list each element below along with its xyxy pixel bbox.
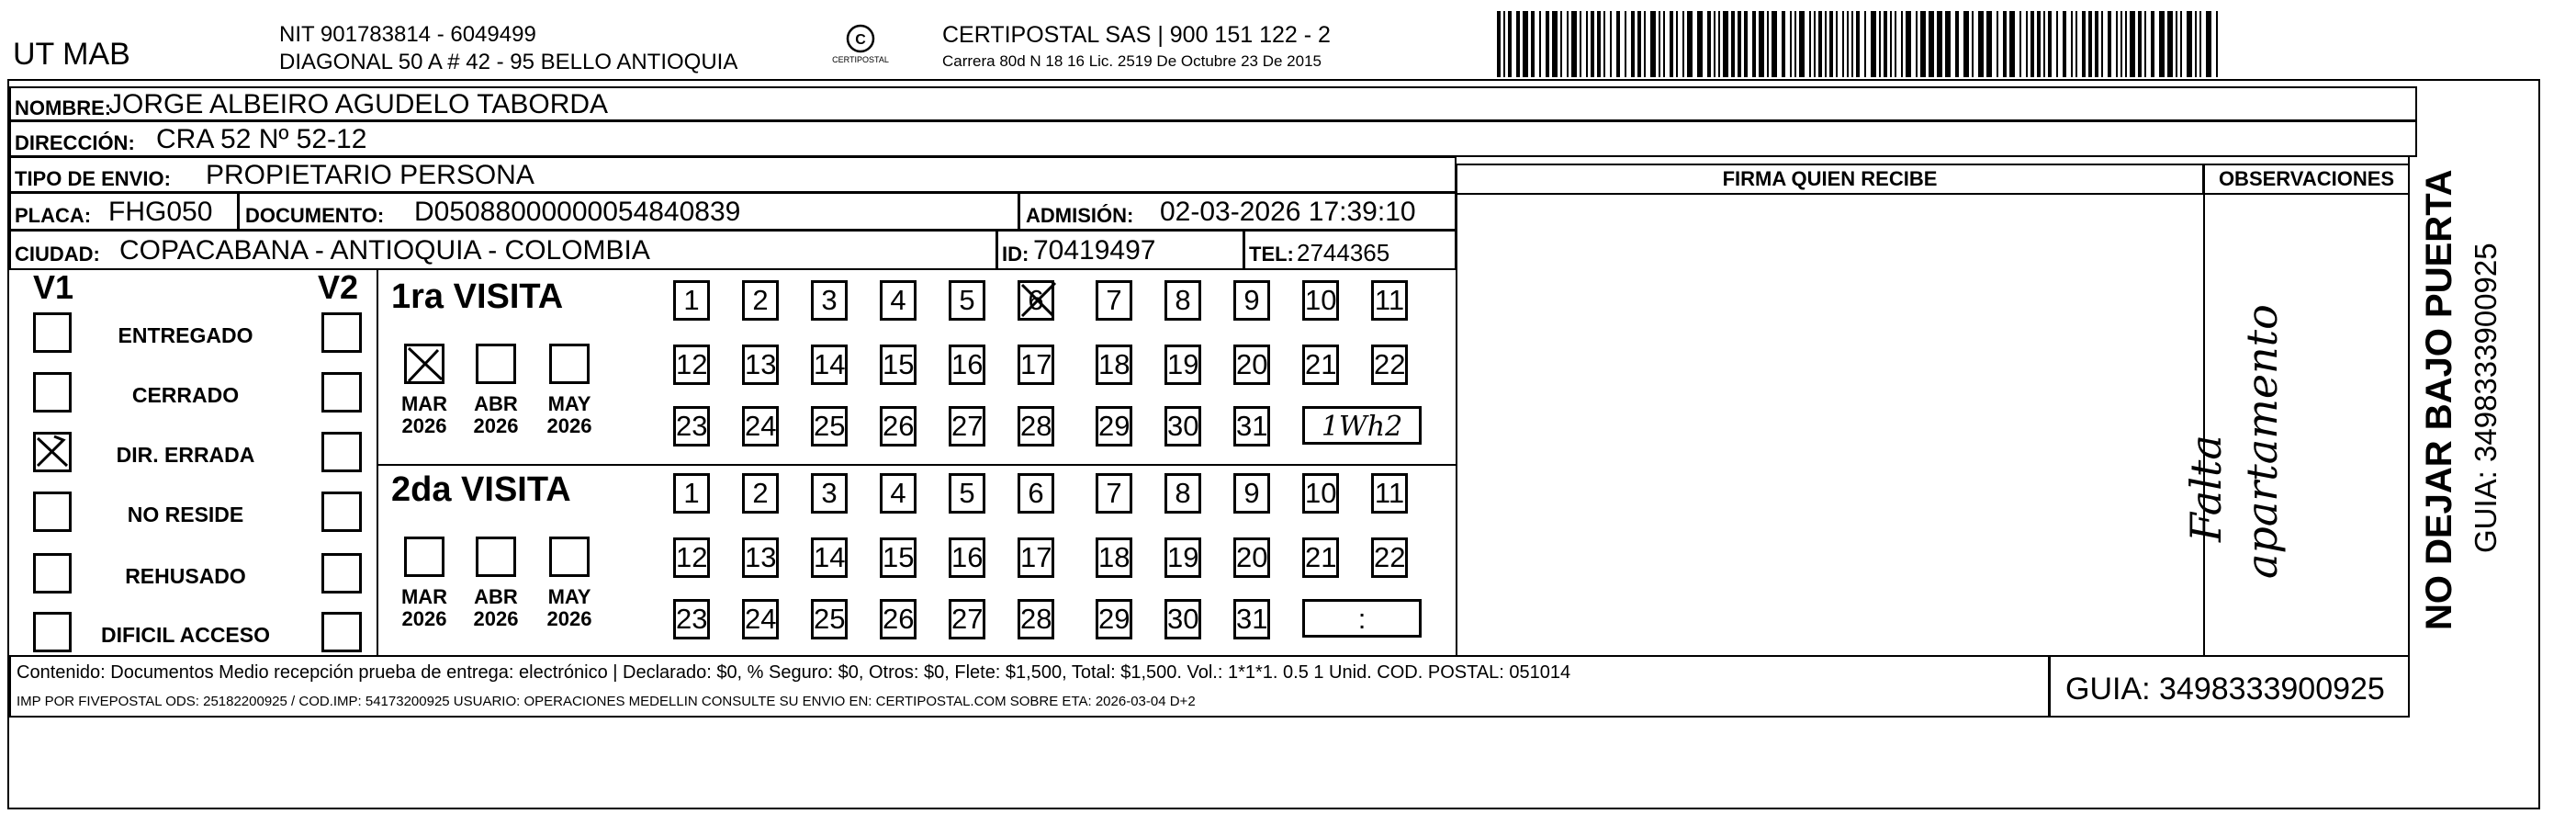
month-year: 2026 (473, 414, 519, 437)
day-number: 2 (752, 284, 769, 316)
day-number: 10 (1305, 284, 1337, 316)
direccion-label: DIRECCIÓN: (15, 131, 135, 154)
day-number: 30 (1167, 410, 1199, 442)
month-label (397, 393, 452, 437)
month-year: 2026 (546, 414, 592, 437)
day-box[interactable] (742, 473, 779, 514)
contenido-text: Contenido: Documentos Medio recepción prueba de entrega: electrónico | Declarado: $0, % Seguro: $0, Otros: $0, Flete: $1,500, Total: $1,500. Vol.: 1*1*1. 0.5 1 Unid. COD. POSTAL: 051014 (17, 662, 1571, 683)
day-number: 7 (1106, 284, 1122, 316)
observaciones-right-border (2408, 156, 2410, 657)
tel-label: TEL: (1249, 243, 1294, 266)
month-name: ABR (474, 585, 518, 608)
day-number: 20 (1236, 541, 1268, 573)
day-number: 11 (1374, 477, 1405, 509)
month-name: ABR (474, 392, 518, 415)
day-number: 13 (745, 348, 777, 380)
day-number: 14 (814, 348, 846, 380)
month-year: 2026 (546, 607, 592, 630)
day-number: 3 (821, 477, 838, 509)
admision-label: ADMISIÓN: (1026, 204, 1134, 227)
day-box[interactable] (949, 537, 985, 578)
day-box[interactable] (949, 599, 985, 639)
day-box[interactable] (1233, 537, 1270, 578)
day-box[interactable] (1233, 599, 1270, 639)
day-box[interactable] (1233, 473, 1270, 514)
day-number: 18 (1098, 348, 1131, 380)
day-number: 26 (883, 603, 915, 635)
second-visit-title: 2da VISITA (391, 470, 571, 509)
footer-guia-cell (2049, 655, 2410, 718)
day-box[interactable] (1018, 280, 1054, 321)
day-number: 5 (959, 284, 975, 316)
day-box[interactable] (811, 280, 848, 321)
first-visit-title: 1ra VISITA (391, 277, 564, 316)
footer-row (9, 655, 2050, 718)
status-label: ENTREGADO (118, 323, 253, 347)
day-box[interactable] (811, 599, 848, 639)
day-box[interactable] (880, 473, 917, 514)
day-number: 31 (1236, 603, 1268, 635)
day-box[interactable] (811, 406, 848, 447)
day-box[interactable] (1018, 406, 1054, 447)
day-number: 28 (1020, 603, 1052, 635)
certipostal-logo (828, 22, 893, 70)
operator-name: UT MAB (13, 37, 130, 72)
status-label: CERRADO (131, 383, 240, 407)
v1-checkbox[interactable] (33, 612, 72, 652)
observaciones-area (2203, 193, 2205, 657)
day-number: 9 (1243, 477, 1260, 509)
day-box[interactable] (1096, 406, 1132, 447)
first-time-handwritten: 1Wh2 (1321, 411, 1403, 443)
admision-cell (1018, 192, 1457, 231)
day-box[interactable] (673, 473, 710, 514)
day-box[interactable] (1302, 280, 1339, 321)
month-label (542, 393, 597, 437)
day-number: 20 (1236, 348, 1268, 380)
documento-cell (238, 192, 1019, 231)
day-number: 12 (676, 541, 708, 573)
day-box[interactable] (880, 280, 917, 321)
month-name: MAY (547, 585, 591, 608)
day-number: 4 (890, 477, 906, 509)
day-number: 15 (883, 541, 915, 573)
day-box[interactable] (1164, 537, 1201, 578)
day-box[interactable] (673, 280, 710, 321)
day-box[interactable] (811, 537, 848, 578)
v1-checkbox[interactable] (33, 553, 72, 594)
v2-checkbox[interactable] (321, 612, 362, 652)
day-box[interactable] (1233, 345, 1270, 385)
day-box[interactable] (949, 473, 985, 514)
day-number: 5 (959, 477, 975, 509)
day-number: 17 (1020, 541, 1052, 573)
license-line: Carrera 80d N 18 16 Lic. 2519 De Octubre 23 De 2015 (942, 52, 1322, 70)
day-box[interactable] (1233, 406, 1270, 447)
day-number: 28 (1020, 410, 1052, 442)
tipo-row (9, 156, 1457, 193)
admision-value: 02-03-2026 17:39:10 (1160, 197, 1416, 227)
v2-header: V2 (318, 268, 359, 306)
no-dejar-vertical: NO DEJAR BAJO PUERTA (2419, 169, 2459, 630)
v1-checkbox[interactable] (33, 372, 72, 413)
status-label: NO RESIDE (127, 503, 244, 526)
observation-handwriting-1: Falta (2181, 435, 2231, 542)
company-line: CERTIPOSTAL SAS | 900 151 122 - 2 (942, 22, 1331, 48)
tipo-label: TIPO DE ENVIO: (15, 167, 171, 190)
v1-checkbox[interactable] (33, 312, 72, 353)
day-number: 25 (814, 603, 846, 635)
day-box[interactable] (1164, 599, 1201, 639)
footer-guia: GUIA: 3498333900925 (2065, 672, 2385, 707)
day-number: 31 (1236, 410, 1268, 442)
firma-header-text: FIRMA QUIEN RECIBE (1722, 167, 1938, 190)
day-box[interactable] (811, 473, 848, 514)
day-number: 21 (1305, 348, 1337, 380)
day-box[interactable] (880, 599, 917, 639)
day-number: 22 (1374, 348, 1406, 380)
day-number: 3 (821, 284, 838, 316)
day-number: 25 (814, 410, 846, 442)
status-label: REHUSADO (125, 564, 246, 588)
v2-checkbox[interactable] (321, 553, 362, 594)
day-box[interactable] (742, 406, 779, 447)
day-number: 27 (951, 603, 984, 635)
nombre-row (9, 86, 2417, 121)
day-box[interactable] (673, 599, 710, 639)
day-number: 21 (1305, 541, 1337, 573)
day-number: 30 (1167, 603, 1199, 635)
day-box[interactable] (742, 345, 779, 385)
placa-cell (9, 192, 239, 231)
status-label: DIFICIL ACCESO (100, 623, 270, 647)
svg-text:C: C (855, 32, 866, 48)
day-box[interactable] (1018, 537, 1054, 578)
day-number: 12 (676, 348, 708, 380)
day-box[interactable] (880, 406, 917, 447)
day-number: 23 (676, 603, 708, 635)
day-number: 24 (745, 603, 777, 635)
nit-line: NIT 901783814 - 6049499 (279, 22, 536, 47)
documento-label: DOCUMENTO: (245, 204, 385, 227)
address-line: DIAGONAL 50 A # 42 - 95 BELLO ANTIOQUIA (279, 50, 738, 74)
ciudad-cell (9, 230, 997, 270)
first-time-box[interactable] (1302, 406, 1422, 445)
direccion-value: CRA 52 Nº 52-12 (156, 124, 367, 154)
day-box[interactable] (1096, 280, 1132, 321)
ciudad-label: CIUDAD: (15, 243, 100, 266)
month-label (542, 586, 597, 630)
month-checkbox[interactable] (549, 537, 590, 577)
day-box[interactable] (1096, 537, 1132, 578)
tipo-value: PROPIETARIO PERSONA (206, 160, 534, 190)
day-box[interactable] (1371, 473, 1408, 514)
day-box[interactable] (1371, 345, 1408, 385)
day-box[interactable] (949, 345, 985, 385)
day-number: 16 (951, 348, 984, 380)
v2-checkbox[interactable] (321, 432, 362, 472)
month-label (468, 586, 523, 630)
day-number: 1 (683, 284, 700, 316)
day-box[interactable] (880, 537, 917, 578)
month-label (468, 393, 523, 437)
tel-value: 2744365 (1297, 239, 1390, 266)
month-checkbox[interactable] (476, 537, 516, 577)
status-divider (377, 269, 378, 655)
day-number: 16 (951, 541, 984, 573)
second-time-value: : (1357, 603, 1367, 635)
day-number: 11 (1374, 284, 1405, 316)
logo-caption: CERTIPOSTAL (832, 55, 889, 64)
day-number: 7 (1106, 477, 1122, 509)
documento-value: D05088000000054840839 (414, 197, 741, 227)
day-number: 22 (1374, 541, 1406, 573)
firma-header (1456, 164, 2204, 195)
day-box[interactable] (1018, 345, 1054, 385)
month-checkbox[interactable] (404, 344, 444, 384)
day-number: 8 (1175, 477, 1191, 509)
id-label: ID: (1002, 243, 1029, 266)
day-box[interactable] (1164, 473, 1201, 514)
day-number: 19 (1167, 348, 1199, 380)
day-number: 1 (683, 477, 700, 509)
day-number: 6 (1028, 477, 1044, 509)
day-number: 9 (1243, 284, 1260, 316)
day-box[interactable] (1233, 280, 1270, 321)
day-number: 17 (1020, 348, 1052, 380)
day-box[interactable] (1371, 537, 1408, 578)
day-box[interactable] (742, 537, 779, 578)
month-checkbox[interactable] (549, 344, 590, 384)
v2-checkbox[interactable] (321, 492, 362, 532)
direccion-row (9, 120, 2417, 157)
observaciones-header-text: OBSERVACIONES (2218, 167, 2395, 190)
observaciones-header (2203, 164, 2410, 195)
status-label: DIR. ERRADA (116, 443, 255, 467)
month-name: MAR (400, 392, 448, 415)
id-cell (996, 230, 1244, 270)
ciudad-value: COPACABANA - ANTIOQUIA - COLOMBIA (119, 235, 650, 266)
day-box[interactable] (673, 406, 710, 447)
day-box[interactable] (1302, 473, 1339, 514)
day-number: 29 (1098, 603, 1131, 635)
day-box[interactable] (1096, 473, 1132, 514)
tel-cell (1243, 230, 1457, 270)
day-box[interactable] (1018, 599, 1054, 639)
day-number: 29 (1098, 410, 1131, 442)
day-box[interactable] (673, 345, 710, 385)
day-box[interactable] (1302, 537, 1339, 578)
month-name: MAY (547, 392, 591, 415)
day-box[interactable] (742, 599, 779, 639)
observation-handwriting-2: apartamento (2237, 304, 2287, 579)
placa-label: PLACA: (15, 204, 92, 227)
v1-checkbox[interactable] (33, 432, 72, 472)
day-box[interactable] (673, 537, 710, 578)
nombre-label: NOMBRE: (15, 96, 112, 119)
placa-value: FHG050 (108, 197, 213, 227)
day-number: 15 (883, 348, 915, 380)
day-box[interactable] (1096, 345, 1132, 385)
month-checkbox[interactable] (404, 537, 444, 577)
day-number: 8 (1175, 284, 1191, 316)
day-box[interactable] (1164, 280, 1201, 321)
month-year: 2026 (473, 607, 519, 630)
day-box[interactable] (742, 280, 779, 321)
day-box[interactable] (949, 406, 985, 447)
month-label (397, 586, 452, 630)
day-box[interactable] (1018, 473, 1054, 514)
day-number: 27 (951, 410, 984, 442)
day-box[interactable] (949, 280, 985, 321)
day-box[interactable] (1164, 345, 1201, 385)
day-number: 26 (883, 410, 915, 442)
day-number: 14 (814, 541, 846, 573)
day-box[interactable] (1302, 345, 1339, 385)
day-number: 23 (676, 410, 708, 442)
v2-checkbox[interactable] (321, 312, 362, 353)
v1-checkbox[interactable] (33, 492, 72, 532)
guia-vertical: GUIA: 3498333900925 (2469, 243, 2503, 553)
barcode (1497, 11, 2228, 77)
day-number: 18 (1098, 541, 1131, 573)
day-number: 10 (1305, 477, 1337, 509)
v2-checkbox[interactable] (321, 372, 362, 413)
day-number: 2 (752, 477, 769, 509)
nombre-value: JORGE ALBEIRO AGUDELO TABORDA (108, 89, 609, 119)
second-time-box[interactable] (1302, 599, 1422, 638)
id-value: 70419497 (1033, 235, 1156, 266)
month-year: 2026 (401, 414, 447, 437)
day-box[interactable] (1164, 406, 1201, 447)
day-box[interactable] (1096, 599, 1132, 639)
day-number: 13 (745, 541, 777, 573)
month-checkbox[interactable] (476, 344, 516, 384)
v1-header: V1 (33, 268, 74, 306)
day-number: 4 (890, 284, 906, 316)
day-number: 24 (745, 410, 777, 442)
day-box[interactable] (1371, 280, 1408, 321)
imp-text: IMP POR FIVEPOSTAL ODS: 25182200925 / COD.IMP: 54173200925 USUARIO: OPERACIONES MEDELLIN CONSULTE SU ENVIO EN: CERTIPOSTAL.COM SOBRE ETA: 2026-03-04 D+2 (17, 694, 1196, 709)
day-box[interactable] (880, 345, 917, 385)
month-name: MAR (400, 585, 448, 608)
month-year: 2026 (401, 607, 447, 630)
day-box[interactable] (811, 345, 848, 385)
day-number: 6 (1028, 284, 1044, 316)
visit-divider (377, 464, 1457, 466)
day-number: 19 (1167, 541, 1199, 573)
